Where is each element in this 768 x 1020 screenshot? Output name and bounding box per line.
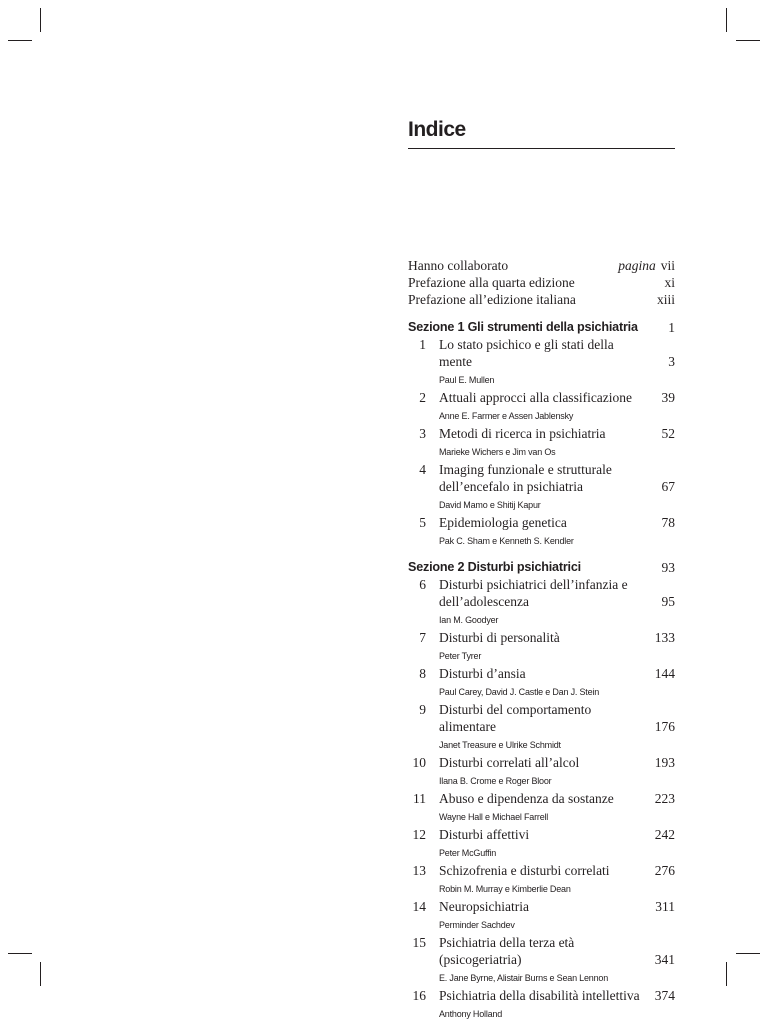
front-matter-item <box>408 291 675 308</box>
chapter-number: 11 <box>413 791 426 806</box>
chapter-title: Attuali approcci alla classificazione <box>439 390 633 405</box>
chapter-entry <box>408 425 675 458</box>
chapter-authors: Marieke Wichers e Jim van Os <box>439 447 556 457</box>
chapter-number: 3 <box>419 426 426 441</box>
page-number: 374 <box>654 988 675 1003</box>
chapter-title: Imaging funzionale e strutturale dell’encefalo in psichiatria <box>439 462 612 494</box>
page-number: 276 <box>654 863 675 878</box>
page-number: xi <box>664 275 675 290</box>
chapter-title: Disturbi d’ansia <box>439 666 526 681</box>
page-number: 93 <box>661 560 675 575</box>
chapter-title: Psichiatria della disabilità intellettiva <box>439 988 640 1003</box>
chapter-authors: Ian M. Goodyer <box>439 615 499 625</box>
page-number: 3 <box>668 354 675 369</box>
chapter-authors: Peter McGuffin <box>439 848 497 858</box>
chapter-entry <box>408 665 675 698</box>
chapter-entry <box>408 790 675 823</box>
crop-mark <box>8 40 32 41</box>
page-number: 52 <box>661 426 675 441</box>
page-title: Indice <box>408 118 466 141</box>
chapter-number: 7 <box>419 630 426 645</box>
crop-mark <box>726 8 727 32</box>
chapter-number: 1 <box>419 337 426 352</box>
section-heading <box>408 559 675 576</box>
chapter-number: 9 <box>419 702 426 717</box>
section-heading <box>408 319 675 336</box>
chapter-authors: Perminder Sachdev <box>439 920 515 930</box>
front-matter-item <box>408 257 675 274</box>
chapter-title: Neuropsichiatria <box>439 899 529 914</box>
chapter-title: Abuso e dipendenza da sostanze <box>439 791 614 806</box>
chapter-number: 8 <box>419 666 426 681</box>
chapter-title: Epidemiologia genetica <box>439 515 567 530</box>
page-number: 242 <box>654 827 675 842</box>
chapter-title: Metodi di ricerca in psichiatria <box>439 426 606 441</box>
chapter-number: 13 <box>412 863 426 878</box>
chapter-title: Disturbi di personalità <box>439 630 560 645</box>
crop-mark <box>40 962 41 986</box>
page-number: 67 <box>661 479 675 494</box>
chapter-number: 15 <box>412 935 426 950</box>
front-matter <box>408 257 675 308</box>
page-number: 193 <box>654 755 675 770</box>
chapter-title: Disturbi affettivi <box>439 827 530 842</box>
chapter-number: 5 <box>419 515 426 530</box>
chapter-authors: Peter Tyrer <box>439 651 482 661</box>
page-number: 176 <box>654 719 675 734</box>
crop-mark <box>8 953 32 954</box>
page-number: 95 <box>661 594 675 609</box>
chapter-entry <box>408 987 675 1020</box>
front-matter-item <box>408 274 675 291</box>
chapter-number: 4 <box>419 462 426 477</box>
chapter-authors: Wayne Hall e Michael Farrell <box>439 812 549 822</box>
chapter-authors: Paul Carey, David J. Castle e Dan J. Stein <box>439 687 600 697</box>
chapter-entry <box>408 934 675 984</box>
chapter-authors: Anthony Holland <box>439 1009 503 1019</box>
front-matter-title: Prefazione alla quarta edizione <box>408 275 575 290</box>
chapter-number: 14 <box>412 899 426 914</box>
chapter-entry <box>408 336 675 386</box>
chapter-authors: Robin M. Murray e Kimberlie Dean <box>439 884 571 894</box>
page-number: 133 <box>654 630 675 645</box>
table-of-contents <box>408 257 675 1020</box>
chapter-entry <box>408 754 675 787</box>
chapter-title: Psichiatria della terza età (psicogeriatria) <box>439 935 575 967</box>
crop-mark <box>726 962 727 986</box>
chapter-authors: Anne E. Farmer e Assen Jablensky <box>439 411 574 421</box>
chapter-authors: Janet Treasure e Ulrike Schmidt <box>439 740 561 750</box>
chapter-authors: E. Jane Byrne, Alistair Burns e Sean Lennon <box>439 973 609 983</box>
page-number: vii <box>660 258 675 273</box>
chapter-authors: Paul E. Mullen <box>439 375 495 385</box>
chapter-entry <box>408 514 675 547</box>
crop-mark <box>736 40 760 41</box>
page-number: 223 <box>654 791 675 806</box>
crop-mark <box>736 953 760 954</box>
page-number: xiii <box>656 292 675 307</box>
chapter-number: 16 <box>412 988 426 1003</box>
chapter-entry <box>408 629 675 662</box>
chapter-number: 6 <box>419 577 426 592</box>
chapter-title: Disturbi del comportamento alimentare <box>439 702 592 734</box>
chapter-entry <box>408 389 675 422</box>
chapter-entry <box>408 862 675 895</box>
chapter-authors: David Mamo e Shitij Kapur <box>439 500 541 510</box>
sections-container <box>408 319 675 1020</box>
chapter-title: Disturbi correlati all’alcol <box>439 755 580 770</box>
crop-mark <box>40 8 41 32</box>
chapter-entry <box>408 576 675 626</box>
page-number: 144 <box>654 666 675 681</box>
chapter-authors: Pak C. Sham e Kenneth S. Kendler <box>439 536 574 546</box>
front-matter-title: Prefazione all’edizione italiana <box>408 292 576 307</box>
chapter-number: 10 <box>412 755 426 770</box>
chapter-number: 2 <box>419 390 426 405</box>
chapter-entry <box>408 461 675 511</box>
chapter-number: 12 <box>412 827 426 842</box>
page-number: 1 <box>668 320 675 335</box>
chapter-title: Lo stato psichico e gli stati della mente <box>439 337 614 369</box>
page-number: 78 <box>661 515 675 530</box>
page-number: 311 <box>655 899 675 914</box>
page-number: 341 <box>654 952 675 967</box>
chapter-title: Disturbi psichiatrici dell’infanzia e dell’adolescenza <box>439 577 628 609</box>
page-number: 39 <box>661 390 675 405</box>
chapter-entry <box>408 826 675 859</box>
page-prefix: pagina <box>618 258 656 273</box>
front-matter-title: Hanno collaborato <box>408 258 509 273</box>
chapter-entry <box>408 898 675 931</box>
chapter-authors: Ilana B. Crome e Roger Bloor <box>439 776 552 786</box>
section-title: Sezione 2 Disturbi psichiatrici <box>408 560 581 574</box>
title-rule <box>408 148 675 149</box>
chapter-entry <box>408 701 675 751</box>
section-title: Sezione 1 Gli strumenti della psichiatria <box>408 320 638 334</box>
chapter-title: Schizofrenia e disturbi correlati <box>439 863 610 878</box>
